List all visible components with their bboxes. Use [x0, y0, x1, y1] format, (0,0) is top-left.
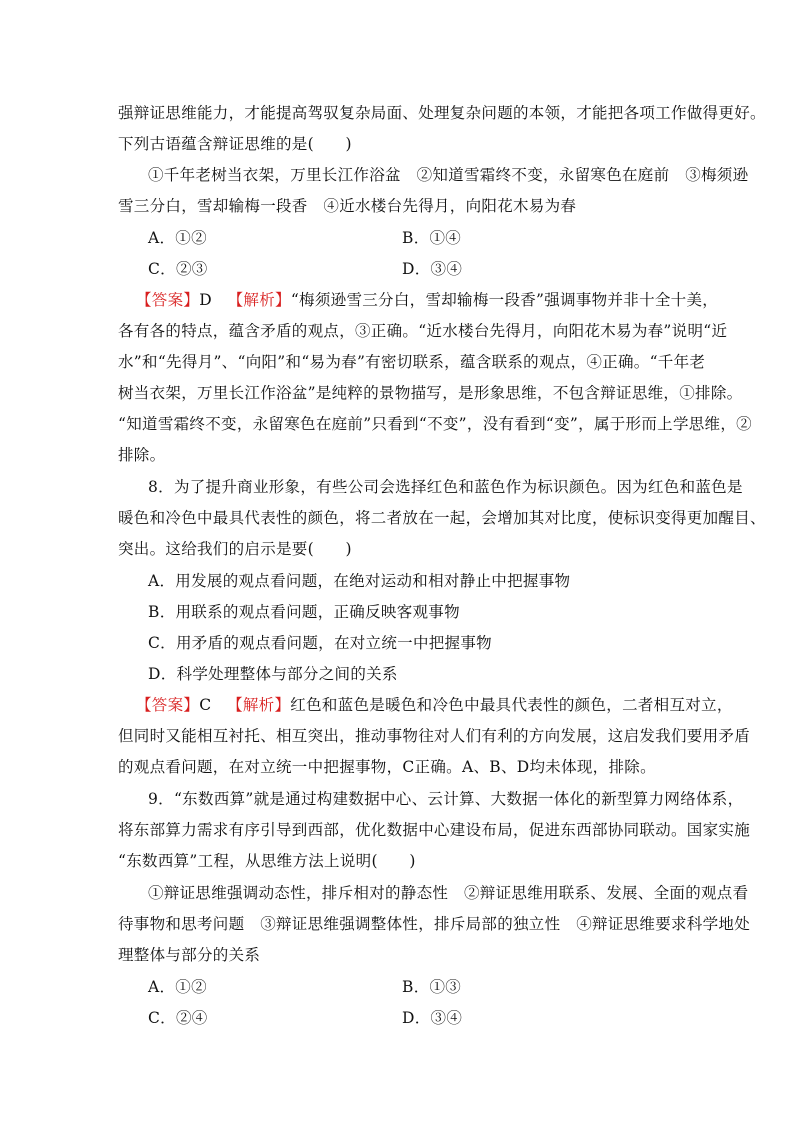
- q9-option-d: D．③④: [402, 1009, 463, 1027]
- q9-stem-line-3: “东数西算”工程，从思维方法上说明( ): [118, 852, 416, 870]
- q8-option-a: A．用发展的观点看问题，在绝对运动和相对静止中把握事物: [148, 572, 571, 590]
- q7-answer-line: [136, 290, 718, 310]
- answer-tag: 【答案】: [136, 291, 200, 309]
- q9-option-a: A．①②: [148, 978, 207, 996]
- q8-stem-line-3: 突出。这给我们的启示是要( ): [118, 540, 352, 558]
- answer-value: C: [199, 696, 212, 714]
- q8-stem-line-1: 8．为了提升商业形象，有些公司会选择红色和蓝色作为标识颜色。因为红色和蓝色是: [148, 478, 743, 496]
- q9-statements-line-3: 理整体与部分的关系: [118, 946, 261, 964]
- q7-statements-line-2: 雪三分白，雪却输梅一段香 ④近水楼台先得月，向阳花木易为春: [118, 197, 577, 215]
- q8-option-d: D．科学处理整体与部分之间的关系: [148, 665, 398, 683]
- q9-option-c: C．②④: [148, 1009, 208, 1027]
- q7-option-a: A．①②: [148, 229, 207, 247]
- q7-analysis-line-4: 树当衣架，万里长江作浴盆”是纯粹的景物描写，是形象思维，不包含辩证思维，①排除。: [118, 384, 743, 402]
- q8-analysis-line-2: 但同时又能相互衬托、相互突出，推动事物往对人们有利的方向发展，这启发我们要用矛盾: [118, 727, 751, 745]
- q7-analysis-line-5: “知道雪霜终不变，永留寒色在庭前”只看到“不变”，没有看到“变”，属于形而上学思维，②: [118, 415, 752, 433]
- q7-analysis-line-2: 各有各的特点，蕴含矛盾的观点，③正确。“近水楼台先得月，向阳花木易为春”说明“近: [118, 322, 728, 340]
- q9-stem-line-2: 将东部算力需求有序引导到西部，优化数据中心建设布局，促进东西部协同联动。国家实施: [118, 821, 751, 839]
- analysis-text: “梅须逊雪三分白，雪却输梅一段香”强调事物并非十全十美，: [290, 291, 719, 309]
- q9-statements-line-1: ①辩证思维强调动态性，排斥相对的静态性 ②辩证思维用联系、发展、全面的观点看: [148, 884, 749, 902]
- answer-value: D: [199, 291, 212, 309]
- q7-analysis-line-6: 排除。: [118, 446, 166, 464]
- q8-answer-line: [136, 695, 733, 715]
- analysis-text: 红色和蓝色是暖色和冷色中最具代表性的颜色，二者相互对立，: [290, 696, 733, 714]
- q9-statements-line-2: 待事物和思考问题 ③辩证思维强调整体性，排斥局部的独立性 ④辩证思维要求科学地处: [118, 915, 751, 933]
- q8-option-c: C．用矛盾的观点看问题，在对立统一中把握事物: [148, 634, 492, 652]
- answer-tag: 【答案】: [136, 696, 200, 714]
- q9-option-b: B．①③: [402, 978, 462, 996]
- q9-stem-line-1: 9．“东数西算”就是通过构建数据中心、云计算、大数据一体化的新型算力网络体系，: [148, 790, 744, 808]
- q7-analysis-line-3: 水”和“先得月”、“向阳”和“易为春”有密切联系，蕴含联系的观点，④正确。“千年老: [118, 353, 706, 371]
- q7-statements-line-1: ①千年老树当衣架，万里长江作浴盆 ②知道雪霜终不变，永留寒色在庭前 ③梅须逊: [148, 166, 749, 184]
- q7-option-c: C．②③: [148, 260, 208, 278]
- q7-option-d: D．③④: [402, 260, 463, 278]
- q8-analysis-line-3: 的观点看问题，在对立统一中把握事物，C正确。A、B、D均未体现，排除。: [118, 758, 656, 776]
- q8-option-b: B．用联系的观点看问题，正确反映客观事物: [148, 603, 460, 621]
- q7-stem-line-2: 下列古语蕴含辩证思维的是( ): [118, 135, 352, 153]
- q7-stem-line-1: 强辩证思维能力，才能提高驾驭复杂局面、处理复杂问题的本领，才能把各项工作做得更好。: [118, 104, 766, 122]
- analysis-tag: 【解析】: [227, 696, 291, 714]
- q7-option-b: B．①④: [402, 229, 462, 247]
- analysis-tag: 【解析】: [227, 291, 291, 309]
- q8-stem-line-2: 暖色和冷色中最具代表性的颜色，将二者放在一起，会增加其对比度，使标识变得更加醒目、: [118, 509, 766, 527]
